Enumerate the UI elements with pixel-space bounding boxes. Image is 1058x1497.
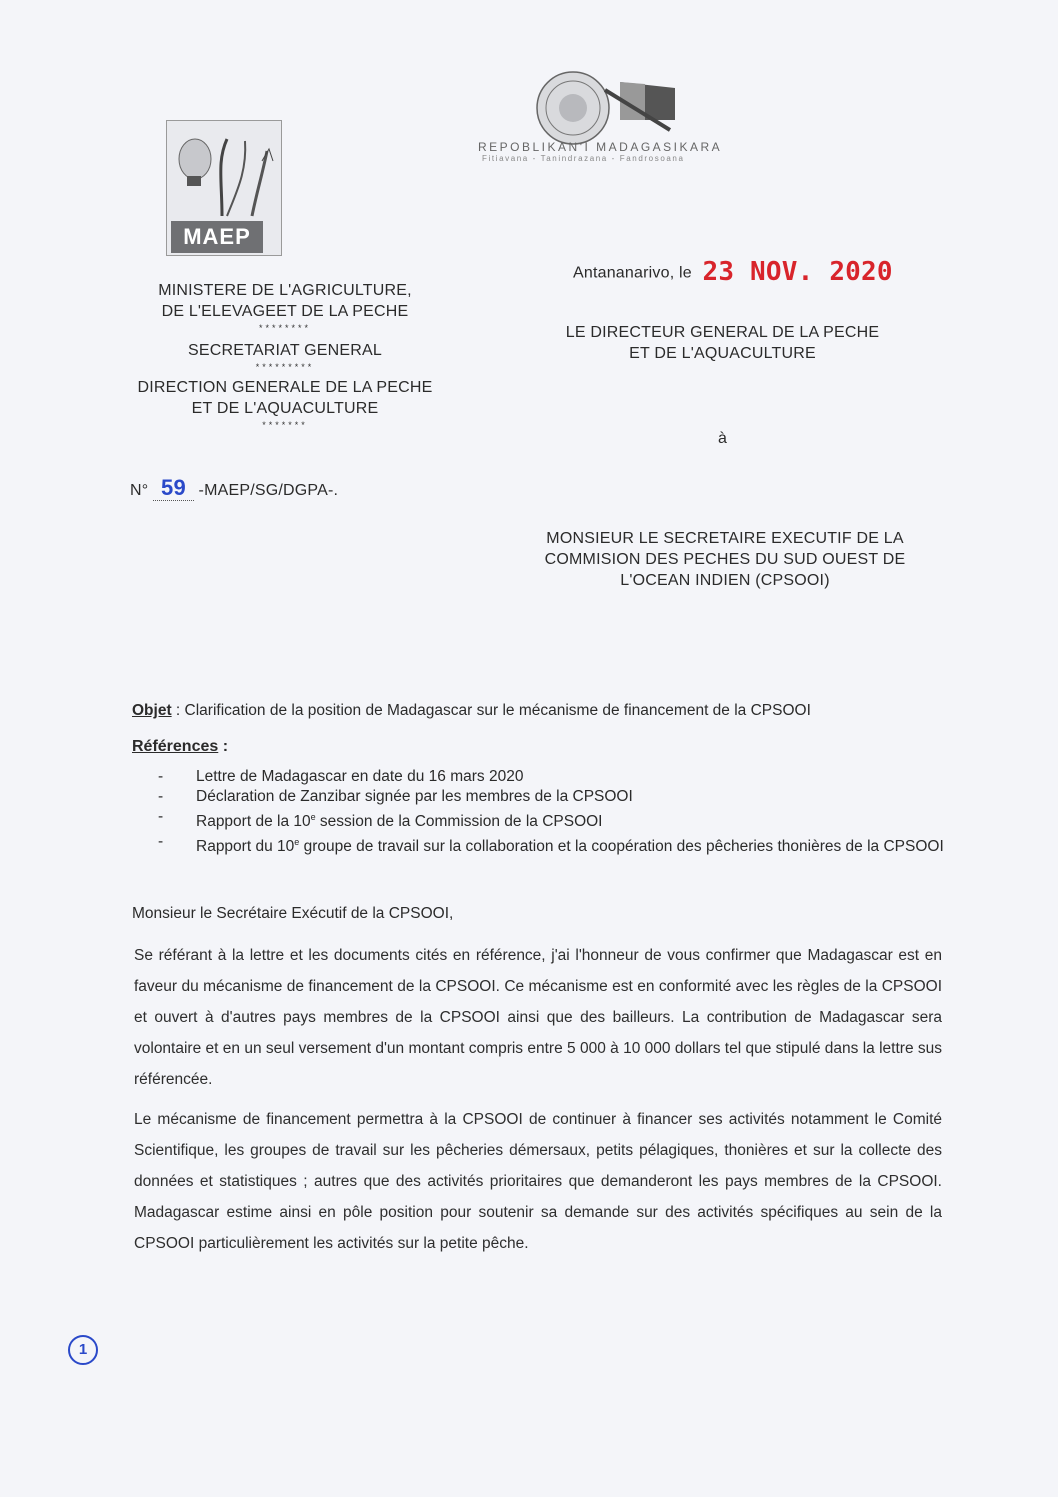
reference-number xyxy=(130,477,338,501)
direction-line2: ET DE L'AQUACULTURE xyxy=(191,400,379,417)
salutation: Monsieur le Secrétaire Exécutif de la CPSOOI, xyxy=(132,905,454,922)
ministry-header xyxy=(110,280,460,431)
reference-item-sup: e xyxy=(310,812,316,822)
references-list xyxy=(158,767,948,857)
page-mark xyxy=(68,1335,98,1365)
list-item xyxy=(158,787,948,807)
list-item xyxy=(158,832,948,857)
reference-prefix: N° xyxy=(130,482,149,499)
emblem-seal-icon xyxy=(470,60,760,150)
reference-item-sup: e xyxy=(294,837,300,848)
body-paragraph: Se référant à la lettre et les documents cités en référence, j'ai l'honneur de vous confirmer que Madagascar est en faveur du mécanisme de financement de la CPSOOI. Ce mécanisme est en conformité avec les règles de la CPSOOI et ouvert à d'autres pays membres de la CPSOOI ainsi que des bailleurs. La contribution de Madagascar sera volontaire et en un seul versement d'un montant compris entre 5 000 à 10 000 dollars tel que stipulé dans la lettre sus référencée. xyxy=(134,947,942,1088)
reference-item-text: groupe de travail sur la collaboration et la coopération des pêcheries thonières de la CPSOOI xyxy=(299,838,944,856)
emblem-motto: Fitiavana - Tanindrazana - Fandrosoana xyxy=(482,154,685,163)
stars-divider: ******* xyxy=(262,420,308,430)
place-label: Antananarivo, le xyxy=(573,264,692,282)
recipient-line3: L'OCEAN INDIEN (CPSOOI) xyxy=(620,572,830,589)
stars-divider: ********* xyxy=(255,362,315,372)
reference-handwritten-number: 59 xyxy=(153,475,194,501)
references-label: Références xyxy=(132,738,219,755)
date-stamp: 23 NOV. 2020 xyxy=(702,257,893,288)
logo-text: MAEP xyxy=(171,221,263,253)
sender-line2: ET DE L'AQUACULTURE xyxy=(629,345,816,362)
reference-item-text: Rapport de la 10 xyxy=(196,813,311,831)
secretariat-label: SECRETARIAT GENERAL xyxy=(187,342,383,359)
ministry-logo xyxy=(166,120,282,256)
references-colon: : xyxy=(218,738,229,755)
references-heading xyxy=(132,738,228,756)
reference-item-text: Déclaration de Zanzibar signée par les membres de la CPSOOI xyxy=(196,788,633,805)
recipient-block xyxy=(515,528,935,591)
page-mark-number: 1 xyxy=(78,1341,88,1358)
plant-and-drop-icon xyxy=(167,121,281,221)
list-item xyxy=(158,767,948,787)
ministry-line2: DE L'ELEVAGEET DE LA PECHE xyxy=(161,303,409,320)
subject-label: Objet xyxy=(132,702,172,719)
reference-item-text: Lettre de Madagascar en date du 16 mars 2020 xyxy=(196,768,524,785)
national-emblem xyxy=(470,60,760,170)
direction-line1: DIRECTION GENERALE DE LA PECHE xyxy=(137,379,433,396)
list-item xyxy=(158,807,948,832)
stars-divider: ******** xyxy=(258,323,312,333)
emblem-caption: REPOBLIKAN'I MADAGASIKARA xyxy=(478,140,723,154)
subject-line xyxy=(132,702,811,720)
sender-block xyxy=(540,322,905,364)
sender-line1: LE DIRECTEUR GENERAL DE LA PECHE xyxy=(565,324,880,341)
ministry-line1: MINISTERE DE L'AGRICULTURE, xyxy=(158,282,412,299)
recipient-line1: MONSIEUR LE SECRETAIRE EXECUTIF DE LA xyxy=(546,530,904,547)
reference-item-text: Rapport du 10 xyxy=(196,838,295,856)
place-date xyxy=(573,257,893,288)
recipient-line2: COMMISION DES PECHES DU SUD OUEST DE xyxy=(544,551,906,568)
body-paragraph: Le mécanisme de financement permettra à la CPSOOI de continuer à financer ses activités notamment le Comité Scientifique, les groupes de travail sur les pêcheries démersaux, petits pélagiques, thonières et sur la collecte des données et statistiques ; autres que des activités prioritaires que demanderont les pays membres de la CPSOOI. Madagascar estime ainsi en pôle position pour soutenir sa demande sur des activités spécifiques au sein de la CPSOOI particulièrement les activités sur la petite pêche. xyxy=(134,1111,942,1252)
reference-item-text: session de la Commission de la CPSOOI xyxy=(315,813,603,831)
subject-text: : Clarification de la position de Madagascar sur le mécanisme de financement de la CPSOOI xyxy=(171,702,811,719)
to-label: à xyxy=(718,430,728,447)
reference-suffix: -MAEP/SG/DGPA-. xyxy=(198,482,339,499)
